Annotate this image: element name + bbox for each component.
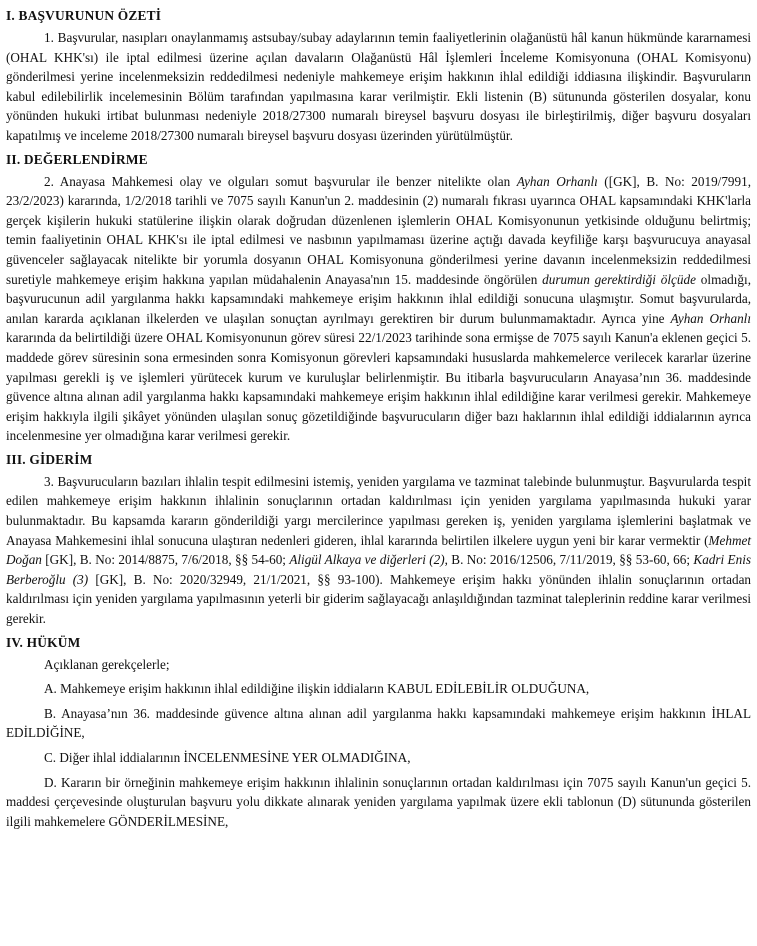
section-heading-evaluation: II. DEĞERLENDİRME [6,151,148,167]
paragraph-3: 3. Başvurucuların bazıları ihlalin tespit edilmesini istemiş, yeniden yargılama ve tazminat talebinde bulunmuştur. Başvurularda tespit edilen mahkemeye erişim hakkının ihlalinin sonuçlarının ortadan kaldırılması için yeniden yargılama yapılmasında hukuki yarar bulunmaktadır. Bu kapsamda kararın gönderildiği yargı mercilerince yapılması gereken iş, yeniden yargılama işlemlerini başlatmak ve Anayasa Mahkemesini ihlal sonucuna ulaştıran nedenleri gideren, ihlal kararında belirtilen ilkelere uygun yeni bir karar vermektir (Mehmet Doğan [GK], B. No: 2014/8875, 7/6/2018, §§ 54-60; Aligül Alkaya ve diğerleri (2), B. No: 2016/12506, 7/11/2019, §§ 53-60, 66; Kadri Enis Berberoğlu (3) [GK], B. No: 2020/32949, 21/1/2021, §§ 93-100). Mahkemeye erişim hakkı yönünden ihlalin sonuçlarının ortadan kaldırılması için yeniden yargılama yapılmasının yeterli bir giderim sağlayacağı anlaşıldığından tazminat taleplerinin reddine karar verilmesi gerekir. [6,473,752,627]
paragraph-2: 2. Anayasa Mahkemesi olay ve olguları somut başvurular ile benzer nitelikte olan Ayhan Orhanlı ([GK], B. No: 2019/7991, 23/2/2023) kararında, 1/2/2018 tarihli ve 7075 sayılı Kanun'un 2. maddesinin (2) numaralı fıkrası uyarınca OHAL kapsamındaki KHK'larla gerçek kişilerin hukuki statülerine ilişkin olarak doğrudan düzenlenen işlemlerin OHAL Komisyonunun yetkisinde olduğunu belirtmiş; temin faaliyetinin OHAL KHK'sı ile iptal edilmesi ve nasbının yapılmaması üzerine açtığı davada keyfiliğe karşı başvurucuya anayasal güvenceler sağlayacak nitelikte bir yorumla dosyanın OHAL Komisyonuna gönderilmesi yerine davanın incelenmeksizin reddedilmesi suretiyle mahkemeye erişim hakkına yapılan müdahalenin Anayasa'nın 15. maddesinde öngörülen durumun gerektirdiği ölçüde olmadığı, başvurucunun adil yargılanma hakkı kapsamındaki mahkemeye erişim hakkının ihlal edildiği sonucuna ulaşmıştır. Somut başvurularda, anılan kararda açıklanan ilkelerden ve ulaşılan sonuçtan ayrılmayı gerektiren bir durum bulunmamaktadır. Ayrıca yine Ayhan Orhanlı kararında da belirtildiği üzere OHAL Komisyonunun görev süresi 22/1/2023 tarihinde sona ermişse de 7075 sayılı Kanun'a eklenen geçici 5. maddede görev süresinin sona ermesinden sonra Komisyonun görevleri kapsamındaki hususlarda mahkemelerce verilecek kararlar üzerine yapılması gerekli iş ve işlemleri yürütecek kurum ve kuruluşlar belirlenmiştir. Bu itibarla başvurucuların Anayasa’nın 36. maddesinde güvence altına alınan adil yargılanma hakkı kapsamındaki mahkemeye erişim hakkının ihlal edildiğine karar verilmesi gerekir. Mahkemeye erişim hakkıyla ilgili şikâyet yönünden ulaşılan sonuç gözetildiğinde başvurucuların diğer bazı haklarının ihlal edildiği iddialarının ayrıca incelenmesine yer olmadığına karar verilmesi gerekir. [6,173,751,444]
judgment-item-d: D. Kararın bir örneğinin mahkemeye erişim hakkının ihlalinin sonuçlarının ortadan kaldırılması için 7075 sayılı Kanun'un geçici 5. maddesi çerçevesinde oluşturulan başvuru yolu dikkate alınarak yeniden yargılama yapılmak üzere ekli tablonun (D) sütununda gösterilen ilgili mahkemelere GÖNDERİLMESİNE, [6,774,751,829]
judgment-item-a: A. Mahkemeye erişim hakkının ihlal edildiğine ilişkin iddiaların KABUL EDİLEBİLİR OLDUĞUNA, [44,681,590,697]
paragraph-1: 1. Başvurular, nasıpları onaylanmamış astsubay/subay adaylarının temin faaliyetlerinin olağanüstü hâl kanun hükmünde kararnamesi (OHAL KHK'sı) ile iptal edilmesi üzerine açılan davaların Olağanüstü Hâl İşlemleri İnceleme Komisyonuna (OHAL Komisyonu) gönderilmesi yerine incelenmeksizin reddedilmesi nedeniyle mahkemeye erişim hakkının ihlal edildiği iddiasına ilişkindir. Başvuruların kabul edilebilirlik incelemesinin Bölüm tarafından yapılmasına karar verilmiştir. Ekli listenin (B) sütununda gösterilen dosyalar, konu yönünden hukuki irtibat bulunması nedeniyle 2018/27300 numaralı bireysel başvuru dosyası ile birleştirilmiş, diğer başvuru dosyaları kapatılmış ve inceleme 2018/27300 numaralı bireysel başvuru dosyası üzerinden yürütülmüştür. [6,30,751,143]
judgment-item-c: C. Diğer ihlal iddialarının İNCELENMESİNE YER OLMADIĞINA, [44,750,411,765]
judgment-item-b: B. Anayasa’nın 36. maddesinde güvence altına alınan adil yargılanma hakkı kapsamındaki mahkemeye erişim hakkının İHLAL EDİLDİĞİNE, [6,705,751,741]
section-heading-judgment: IV. HÜKÜM [6,634,81,650]
section-heading-remedy: III. GİDERİM [6,451,93,467]
judgment-intro: Açıklanan gerekçelerle; [44,656,170,672]
section-heading-summary: I. BAŞVURUNUN ÖZETİ [6,8,162,23]
